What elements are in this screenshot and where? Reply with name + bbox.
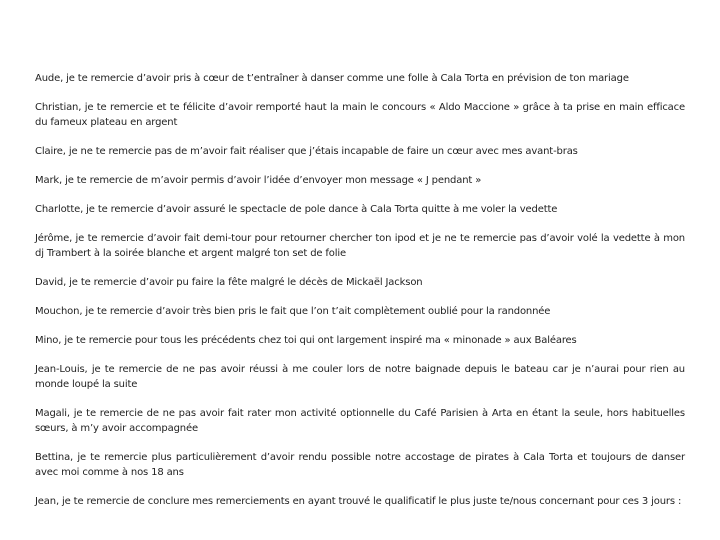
paragraph-david: David, je te remercie d’avoir pu faire la fête malgré le décès de Mickaël Jackson [35, 277, 423, 288]
paragraph-mino: Mino, je te remercie pour tous les précédents chez toi qui ont largement inspiré ma « minonade » aux Baléares [35, 335, 577, 346]
paragraph-bettina: Bettina, je te remercie plus particulièrement d’avoir rendu possible notre accostage de pirates à Cala Torta et toujours de danser avec moi comme à nos 18 ans [35, 452, 685, 478]
paragraph-christian: Christian, je te remercie et te félicite d’avoir remporté haut la main le concours « Aldo Maccione » grâce à ta prise en main efficace du fameux plateau en argent [35, 102, 685, 128]
document-body [35, 71, 685, 509]
paragraph-charlotte: Charlotte, je te remercie d’avoir assuré le spectacle de pole dance à Cala Torta quitte à me voler la vedette [35, 204, 558, 215]
paragraph-jean-louis: Jean-Louis, je te remercie de ne pas avoir réussi à me couler lors de notre baignade depuis le bateau car je n’aurai pour rien au monde loupé la suite [35, 364, 685, 390]
paragraph-aude: Aude, je te remercie d’avoir pris à cœur de t’entraîner à danser comme une folle à Cala Torta en prévision de ton mariage [35, 73, 629, 84]
paragraph-jerome: Jérôme, je te remercie d’avoir fait demi-tour pour retourner chercher ton ipod et je ne te remercie pas d’avoir volé la vedette à mon dj Trambert à la soirée blanche et argent malgré ton set de folie [35, 233, 685, 259]
paragraph-mouchon: Mouchon, je te remercie d’avoir très bien pris le fait que l’on t’ait complètement oublié pour la randonnée [35, 306, 551, 317]
paragraph-magali: Magali, je te remercie de ne pas avoir fait rater mon activité optionnelle du Café Parisien à Arta en étant la seule, hors habituelles sœurs, à m’y avoir accompagnée [35, 408, 685, 434]
paragraph-claire: Claire, je ne te remercie pas de m’avoir fait réaliser que j’étais incapable de faire un cœur avec mes avant-bras [35, 146, 578, 157]
paragraph-jean: Jean, je te remercie de conclure mes remerciements en ayant trouvé le qualificatif le plus juste te/nous concernant pour ces 3 jours : [35, 496, 682, 507]
paragraph-mark: Mark, je te remercie de m’avoir permis d’avoir l’idée d’envoyer mon message « J pendant » [35, 175, 482, 186]
